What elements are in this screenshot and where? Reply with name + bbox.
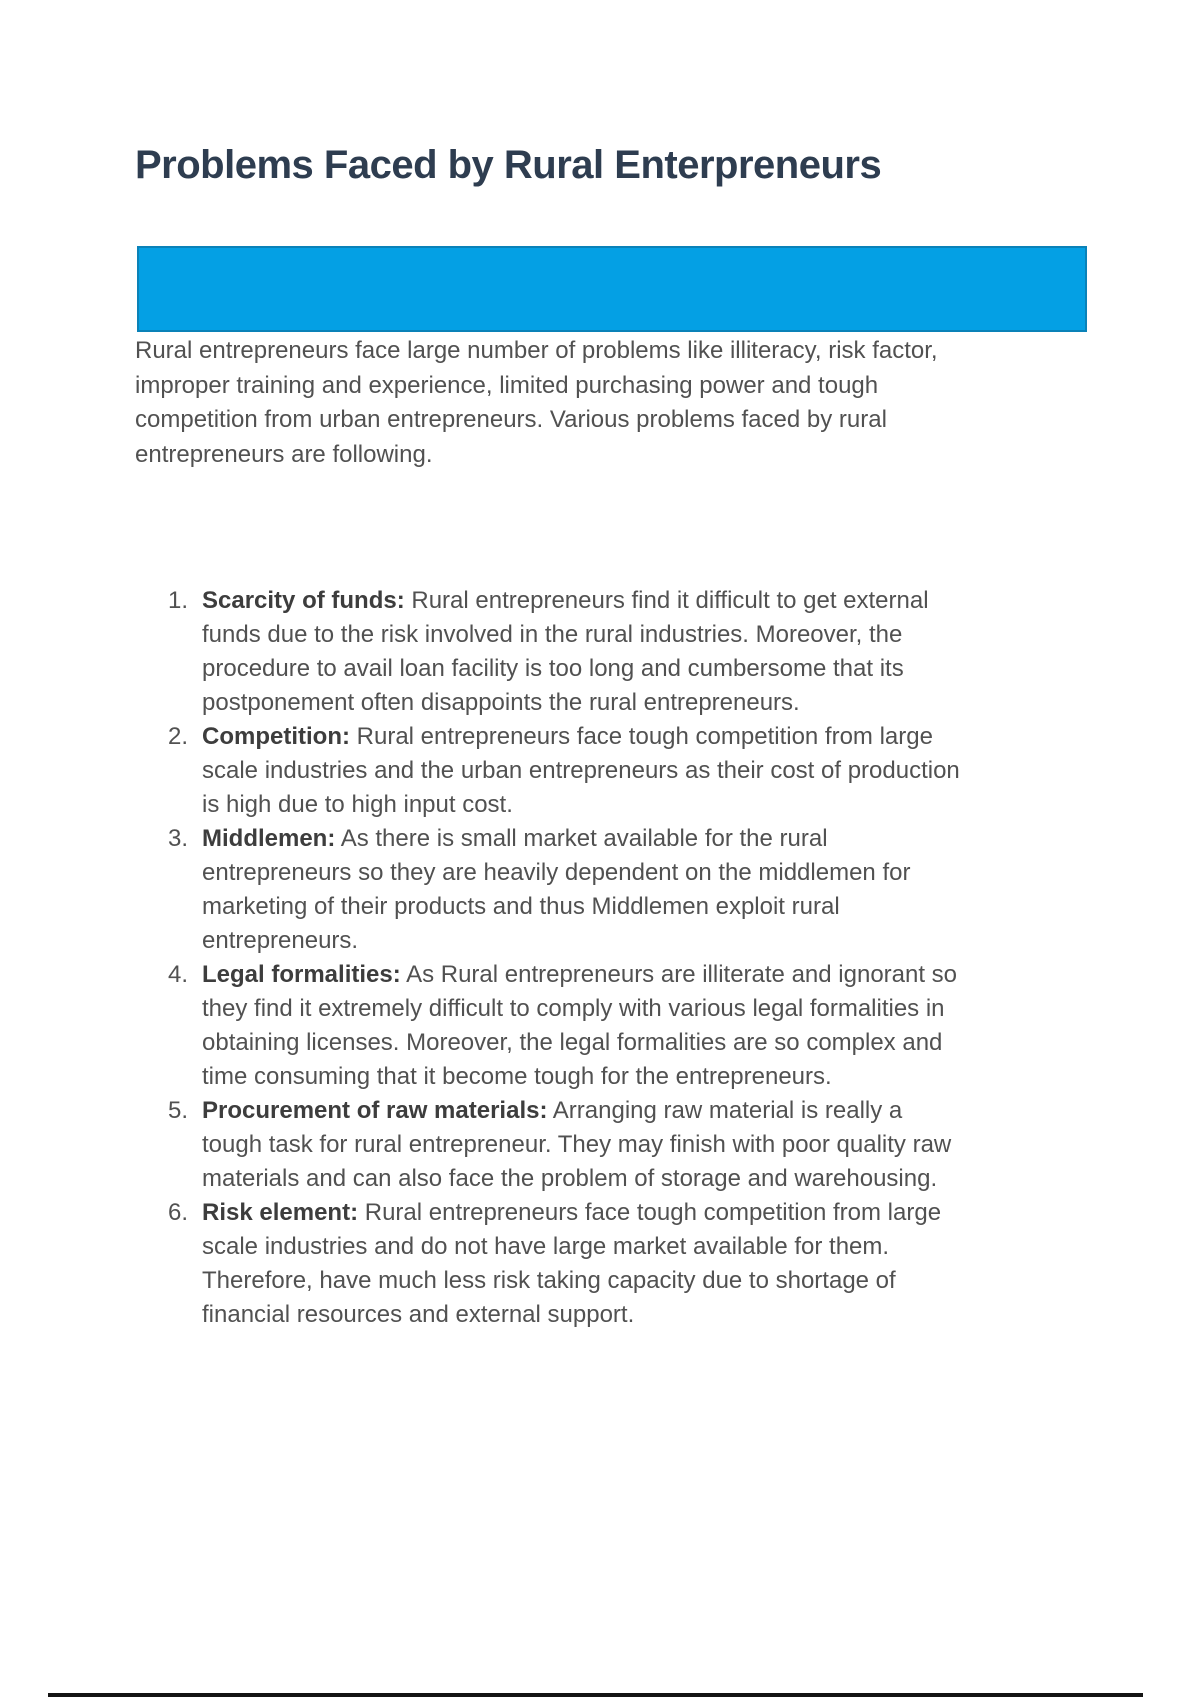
bottom-divider <box>48 1693 1143 1697</box>
list-item-line: Arranging raw material is really a <box>552 1097 903 1124</box>
list-item-line: funds due to the risk involved in the rural industries. Moreover, the <box>202 621 903 648</box>
list-item-lead: Procurement of raw materials: <box>202 1097 548 1124</box>
list-item-text <box>202 822 1102 958</box>
list-item <box>168 1094 1102 1196</box>
list-item-line: is high due to high input cost. <box>202 791 513 818</box>
intro-line: improper training and experience, limited purchasing power and tough <box>135 371 879 399</box>
list-item-number: 1. <box>168 587 189 614</box>
list-item-line: tough task for rural entrepreneur. They may finish with poor quality raw <box>202 1131 952 1158</box>
list-item-text <box>202 1196 1102 1332</box>
list-item <box>168 1196 1102 1332</box>
problems-list <box>168 584 1102 1332</box>
list-item-line: financial resources and external support. <box>202 1301 635 1328</box>
list-item <box>168 822 1102 958</box>
list-item <box>168 958 1102 1094</box>
list-item-lead: Middlemen: <box>202 825 336 852</box>
list-item-line: scale industries and do not have large market available for them. <box>202 1233 890 1260</box>
list-item-text <box>202 584 1102 720</box>
list-item-lead: Scarcity of funds: <box>202 587 405 614</box>
list-item-text <box>202 958 1102 1094</box>
list-item-number: 2. <box>168 723 189 750</box>
list-item-line: time consuming that it become tough for the entrepreneurs. <box>202 1063 832 1090</box>
list-item-text <box>202 1094 1102 1196</box>
list-item-line: Rural entrepreneurs face tough competition from large <box>364 1199 942 1226</box>
list-item-number: 4. <box>168 961 189 988</box>
list-item-line: As Rural entrepreneurs are illiterate and ignorant so <box>406 961 958 988</box>
page-title: Problems Faced by Rural Enterpreneurs <box>135 143 882 187</box>
intro-paragraph <box>135 334 1155 472</box>
list-item-number: 3. <box>168 825 189 852</box>
list-item-line: they find it extremely difficult to comply with various legal formalities in <box>202 995 945 1022</box>
list-item <box>168 584 1102 720</box>
list-item-line: entrepreneurs. <box>202 927 359 954</box>
list-item-line: Rural entrepreneurs face tough competition from large <box>356 723 933 750</box>
list-item-line: postponement often disappoints the rural entrepreneurs. <box>202 689 800 716</box>
list-item-line: Therefore, have much less risk taking capacity due to shortage of <box>202 1267 896 1294</box>
list-item-number: 6. <box>168 1199 189 1226</box>
list-item-line: As there is small market available for the rural <box>340 825 828 852</box>
list-item-lead: Risk element: <box>202 1199 359 1226</box>
content-banner <box>137 246 1087 332</box>
list-item-line: obtaining licenses. Moreover, the legal formalities are so complex and <box>202 1029 943 1056</box>
list-item-line: procedure to avail loan facility is too long and cumbersome that its <box>202 655 904 682</box>
intro-line: entrepreneurs are following. <box>135 440 433 468</box>
list-item-lead: Legal formalities: <box>202 961 401 988</box>
list-item-line: marketing of their products and thus Middlemen exploit rural <box>202 893 840 920</box>
list-item-line: materials and can also face the problem of storage and warehousing. <box>202 1165 938 1192</box>
list-item-line: Rural entrepreneurs find it difficult to get external <box>411 587 929 614</box>
list-item <box>168 720 1102 822</box>
list-item-line: scale industries and the urban entrepreneurs as their cost of production <box>202 757 960 784</box>
intro-line: Rural entrepreneurs face large number of problems like illiteracy, risk factor, <box>135 337 938 364</box>
list-item-lead: Competition: <box>202 723 350 750</box>
list-item-number: 5. <box>168 1097 189 1124</box>
list-item-line: entrepreneurs so they are heavily dependent on the middlemen for <box>202 859 911 886</box>
list-item-text <box>202 720 1102 822</box>
intro-line: competition from urban entrepreneurs. Various problems faced by rural <box>135 406 887 433</box>
